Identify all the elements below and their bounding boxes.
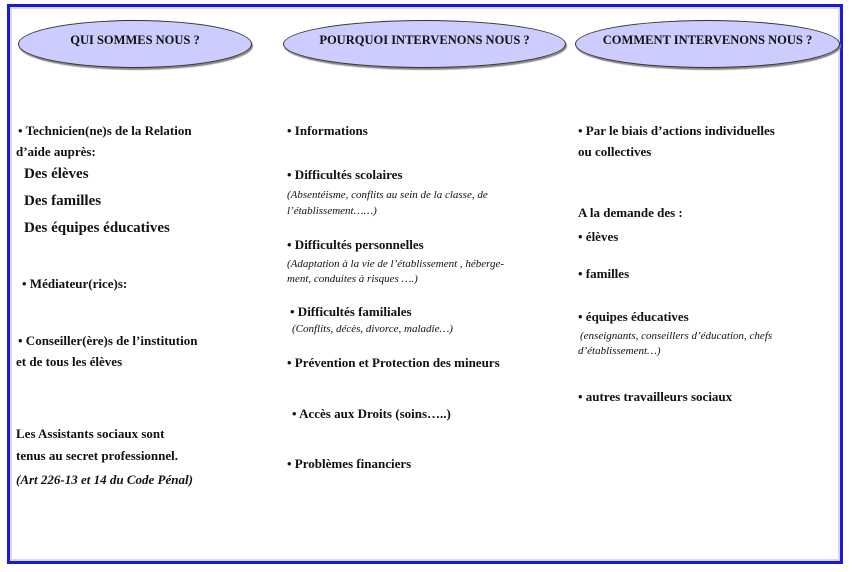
header-label: COMMENT INTERVENONS NOUS ?	[602, 33, 813, 47]
col1-item3-cont: et de tous les élèves	[16, 354, 123, 369]
personnelles-detail: (Adaptation à la vie de l’établissement , héberge-	[287, 258, 505, 270]
demande-label: A la demande des :	[578, 205, 683, 220]
item-eleves: • élèves	[578, 229, 619, 244]
code-penal-ref: (Art 226-13 et 14 du Code Pénal)	[16, 472, 193, 487]
item-actions: • Par le biais d’actions individuelles	[578, 123, 775, 138]
col1-item2: • Médiateur(rice)s:	[22, 276, 128, 291]
target-eleves: Des élèves	[24, 166, 89, 182]
equipes-detail-2: d’établissement…)	[578, 345, 661, 357]
header-label: POURQUOI INTERVENONS NOUS ?	[319, 33, 530, 47]
col1-item1: • Technicien(ne)s de la Relation	[18, 123, 192, 138]
item-familiales: • Difficultés familiales	[290, 304, 412, 319]
scolaires-detail: (Absentéisme, conflits au sein de la classe, de	[287, 189, 488, 201]
item-droits: • Accès aux Droits (soins…..)	[292, 406, 451, 421]
col1-item1-cont: d’aide auprès:	[16, 144, 96, 159]
item-familles: • familles	[578, 266, 630, 281]
target-equipes: Des équipes éducatives	[24, 220, 170, 236]
personnelles-detail-2: ment, conduites à risques ….)	[287, 273, 418, 285]
header-qui-sommes-nous	[18, 20, 252, 68]
item-personnelles: • Difficultés personnelles	[287, 237, 424, 252]
item-informations: • Informations	[287, 123, 368, 138]
equipes-detail: (enseignants, conseillers d’éducation, chefs	[580, 330, 773, 342]
item-scolaires: • Difficultés scolaires	[287, 167, 403, 182]
secret-note: Les Assistants sociaux sont	[16, 426, 165, 441]
col1-item3: • Conseiller(ère)s de l’institution	[18, 333, 198, 348]
item-actions-cont: ou collectives	[578, 144, 652, 159]
item-autres: • autres travailleurs sociaux	[578, 389, 733, 404]
header-pourquoi	[283, 20, 566, 68]
scolaires-detail-2: l’établissement……)	[287, 205, 377, 217]
item-financiers: • Problèmes financiers	[287, 456, 412, 471]
item-equipes: • équipes éducatives	[578, 309, 689, 324]
familiales-detail: (Conflits, décès, divorce, maladie…)	[292, 323, 453, 335]
header-label: QUI SOMMES NOUS ?	[70, 33, 200, 47]
header-comment	[575, 20, 840, 68]
secret-note-2: tenus au secret professionnel.	[16, 448, 179, 463]
target-familles: Des familles	[24, 193, 102, 209]
item-prevention: • Prévention et Protection des mineurs	[287, 355, 500, 370]
